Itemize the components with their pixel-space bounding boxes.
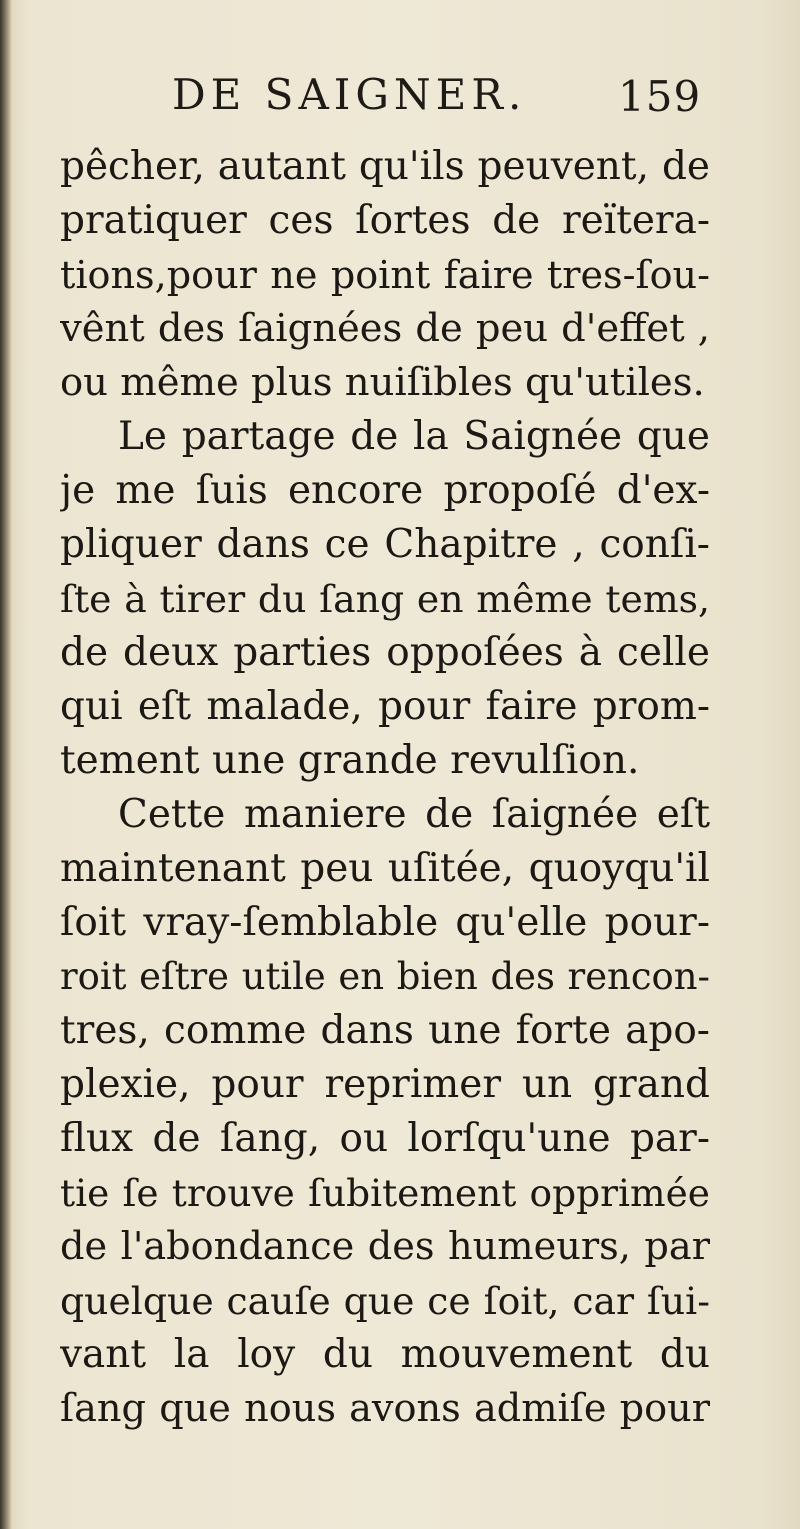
text-line: pliquer dans ce Chapitre , conſi-	[60, 522, 710, 567]
text-line: tement une grande revulſion.	[60, 738, 640, 783]
text-line: flux de ſang, ou lorſqu'une par-	[60, 1116, 710, 1161]
text-line: tres, comme dans une forte apo-	[60, 1008, 710, 1053]
text-line: maintenant peu uſitée, quoyqu'il	[60, 846, 710, 891]
running-title: DE SAIGNER.	[172, 70, 527, 119]
text-line: vênt des ſaignées de peu d'effet ,	[60, 306, 710, 351]
text-line: pratiquer ces ſortes de reïtera-	[60, 198, 710, 243]
page-header	[0, 70, 800, 130]
text-line: ſte à tirer du ſang en même tems,	[60, 577, 710, 621]
text-line: ſoit vray-ſemblable qu'elle pour-	[60, 900, 710, 945]
text-line: de l'abondance des humeurs, par	[60, 1224, 710, 1269]
text-line: plexie, pour reprimer un grand	[60, 1062, 710, 1107]
page-number: 159	[618, 72, 702, 121]
text-line: je me ſuis encore propoſé d'ex-	[60, 468, 710, 513]
text-line: quelque cauſe que ce ſoit, car ſui-	[60, 1279, 710, 1323]
paragraph-first-line: Cette maniere de ſaignée eſt	[118, 792, 710, 837]
text-line: tions,pour ne point faire tres-ſou-	[60, 253, 710, 297]
text-line: pêcher, autant qu'ils peuvent, de	[60, 144, 710, 189]
text-line: qui eſt malade, pour faire prom-	[60, 684, 710, 729]
body-text	[60, 140, 710, 1436]
paragraph-first-line: Le partage de la Saignée que	[118, 414, 710, 459]
text-line: tie ſe trouve ſubitement opprimée	[60, 1171, 710, 1215]
text-line: roit eſtre utile en bien des rencon-	[60, 955, 710, 998]
page-gutter-shadow	[0, 0, 12, 1529]
text-line: vant la loy du mouvement du	[60, 1332, 710, 1377]
text-line: ſang que nous avons admiſe pour	[60, 1387, 710, 1431]
text-line: ou même plus nuiſibles qu'utiles.	[60, 360, 705, 405]
text-line: de deux parties oppoſées à celle	[60, 630, 710, 675]
